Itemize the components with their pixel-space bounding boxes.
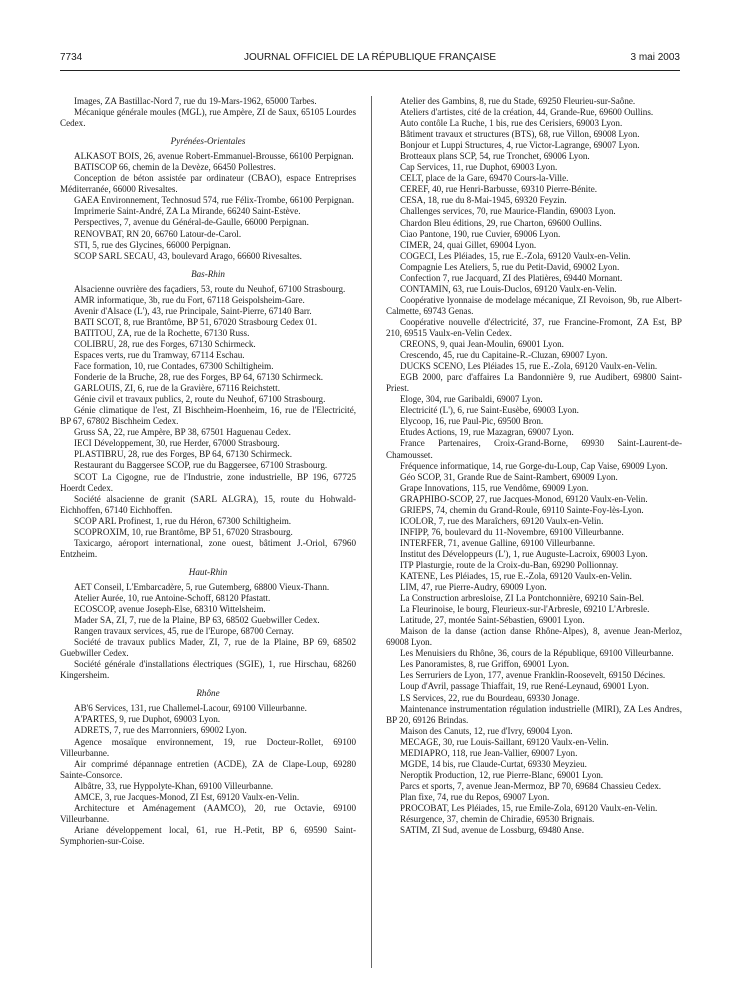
list-entry: Loup d'Avril, passage Thiaffait, 19, rue René-Leynaud, 69001 Lyon. <box>400 681 649 692</box>
list-entry: Perspectives, 7, avenue du Général-de-Gaulle, 66000 Perpignan. <box>74 217 309 228</box>
list-entry: SCOP ARL Profinest, 1, rue du Héron, 67300 Schiltigheim. <box>74 515 292 526</box>
list-entry: LIM, 47, rue Pierre-Audry, 69009 Lyon. <box>400 582 547 593</box>
list-entry: Fréquence informatique, 14, rue Gorge-du-Loup, Cap Vaise, 69009 Lyon. <box>400 460 668 471</box>
list-entry: Eloge, 304, rue Garibaldi, 69007 Lyon. <box>400 394 543 405</box>
list-entry: Plan fixe, 74, rue du Repos, 69007 Lyon. <box>400 791 550 802</box>
list-entry: Géo SCOP, 31, Grande Rue de Saint-Rambert, 69009 Lyon. <box>400 471 618 482</box>
list-entry: Etudes Actions, 19, rue Mazagran, 69007 Lyon. <box>400 427 574 438</box>
list-entry: SATIM, ZI Sud, avenue de Lossburg, 69480 Anse. <box>400 825 584 836</box>
list-entry: PLASTIBRU, 28, rue des Forges, BP 64, 67130 Schirmeck. <box>74 449 292 460</box>
list-entry: Fonderie de la Bruche, 28, rue des Forges, BP 64, 67130 Schirmeck. <box>74 372 324 383</box>
list-entry: Maison de la danse (action danse Rhône-Alpes), 8, avenue Jean-Merloz, 69008 Lyon. <box>386 626 682 648</box>
section-heading: Rhône <box>196 688 220 699</box>
list-entry: ALKASOT BOIS, 26, avenue Robert-Emmanuel-Brousse, 66100 Perpignan. <box>74 151 354 162</box>
list-entry: AET Conseil, L'Embarcadère, 5, rue Gutemberg, 68800 Vieux-Thann. <box>74 581 330 592</box>
list-entry: Imprimerie Saint-André, ZA La Mirande, 66240 Saint-Estève. <box>74 206 301 217</box>
list-entry: BATISCOP 66, chemin de la Devèze, 66450 Pollestres. <box>74 162 276 173</box>
list-entry: GAEA Environnement, Technosud 574, rue Félix-Trombe, 66100 Perpignan. <box>74 195 354 206</box>
list-entry: Les Menuisiers du Rhône, 36, cours de la République, 69100 Villeurbanne. <box>400 648 674 659</box>
list-entry: MEDIAPRO, 118, rue Jean-Vallier, 69007 Lyon. <box>400 747 578 758</box>
list-entry: STI, 5, rue des Glycines, 66000 Perpignan. <box>74 239 231 250</box>
list-entry: GRIEPS, 74, chemin du Grand-Roule, 69110 Sainte-Foy-lès-Lyon. <box>400 504 644 515</box>
list-entry: Coopérative nouvelle d'électricité, 37, rue Francine-Fromont, ZA Est, BP 210, 69515 Vaulx-en-Velin Cedex. <box>386 316 682 338</box>
page-number: 7734 <box>60 52 83 63</box>
list-entry: DUCKS SCENO, Les Pléiades 15, rue E.-Zola, 69120 Vaulx-en-Velin. <box>400 361 658 372</box>
list-entry: ICOLOR, 7, rue des Maraîchers, 69120 Vaulx-en-Velin. <box>400 515 604 526</box>
list-entry: BATITOU, ZA, rue de la Rochette, 67130 Russ. <box>74 327 250 338</box>
issue-date: 3 mai 2003 <box>630 52 680 63</box>
list-entry: Ateliers d'artistes, cité de la création, 44, Grande-Rue, 69600 Oullins. <box>400 107 654 118</box>
list-entry: Compagnie Les Ateliers, 5, rue du Petit-David, 69002 Lyon. <box>400 261 620 272</box>
list-entry: Challenges services, 70, rue Maurice-Flandin, 69003 Lyon. <box>400 206 616 217</box>
list-entry: AMCE, 3, rue Jacques-Monod, ZI Est, 69120 Vaulx-en-Velin. <box>74 791 300 802</box>
list-entry: Restaurant du Baggersee SCOP, rue du Baggersee, 67100 Strasbourg. <box>74 460 328 471</box>
list-entry: CONTAMIN, 63, rue Louis-Duclos, 69120 Vaulx-en-Velin. <box>400 283 617 294</box>
journal-title: JOURNAL OFFICIEL DE LA RÉPUBLIQUE FRANÇAISE <box>243 52 497 63</box>
list-entry: CIMER, 24, quai Gillet, 69004 Lyon. <box>400 239 537 250</box>
list-entry: Alsacienne ouvrière des façadiers, 53, route du Neuhof, 67100 Strasbourg. <box>74 283 346 294</box>
list-entry: La Fleurinoise, le bourg, Fleurieux-sur-l'Arbresle, 69210 L'Arbresle. <box>400 604 650 615</box>
list-entry: Les Serruriers de Lyon, 177, avenue Franklin-Roosevelt, 69150 Décines. <box>400 670 666 681</box>
list-entry: ITP Plasturgie, route de la Croix-du-Ban, 69290 Pollionnay. <box>400 559 619 570</box>
list-entry: Société de travaux publics Mader, ZI, 7, rue de la Plaine, BP 69, 68502 Guebwiller Cedex. <box>60 637 356 659</box>
list-entry: Ciao Pantone, 190, rue Cuvier, 69006 Lyon. <box>400 228 561 239</box>
section-heading: Haut-Rhin <box>188 566 228 577</box>
list-entry: Mécanique générale moules (MGL), rue Ampère, ZI de Saux, 65105 Lourdes Cedex. <box>60 107 356 129</box>
list-entry: Parcs et sports, 7, avenue Jean-Mermoz, BP 70, 69684 Chassieu Cedex. <box>400 780 662 791</box>
right-column <box>386 96 682 836</box>
list-entry: Face formation, 10, rue Contades, 67300 Schiltigheim. <box>74 361 274 372</box>
list-entry: Agence mosaïque environnement, 19, rue Docteur-Rollet, 69100 Villeurbanne. <box>60 736 356 758</box>
list-entry: IECI Développement, 30, rue Herder, 67000 Strasbourg. <box>74 438 280 449</box>
list-entry: Elycoop, 16, rue Paul-Pic, 69500 Bron. <box>400 416 544 427</box>
list-entry: Gruss SA, 22, rue Ampère, BP 38, 67501 Haguenau Cedex. <box>74 427 291 438</box>
list-entry: AB'6 Services, 131, rue Challemel-Lacour, 69100 Villeurbanne. <box>74 703 307 714</box>
list-entry: PROCOBAT, Les Pléiades, 15, rue Emile-Zola, 69120 Vaulx-en-Velin. <box>400 803 658 813</box>
list-entry: Architecture et Aménagement (AAMCO), 20, rue Octavie, 69100 Villeurbanne. <box>60 802 356 824</box>
list-entry: INTERFER, 71, avenue Galline, 69100 Villeurbanne. <box>400 537 596 548</box>
list-entry: Images, ZA Bastillac-Nord 7, rue du 19-Mars-1962, 65000 Tarbes. <box>74 96 317 106</box>
list-entry: Chardon Bleu éditions, 29, rue Charton, 69600 Oullins. <box>400 217 602 228</box>
list-entry: Coopérative lyonnaise de modelage mécanique, ZI Revoison, 9b, rue Albert-Calmette, 69743 Genas. <box>386 294 682 316</box>
list-entry: SCOP SARL SECAU, 43, boulevard Arago, 66600 Rivesaltes. <box>74 250 302 261</box>
list-entry: KATENE, Les Pléiades, 15, rue E.-Zola, 69120 Vaulx-en-Velin. <box>400 571 632 582</box>
list-entry: SCOPROXIM, 10, rue Brantôme, BP 51, 67020 Strasbourg. <box>74 526 293 537</box>
list-entry: Génie civil et travaux publics, 2, route du Neuhof, 67100 Strasbourg. <box>74 394 326 405</box>
list-entry: La Construction arbresloise, ZI La Pontchonnière, 69210 Sain-Bel. <box>400 593 644 604</box>
list-entry: LS Services, 22, rue du Bourdeau, 69330 Jonage. <box>400 692 580 703</box>
list-entry: Espaces verts, rue du Tramway, 67114 Eschau. <box>74 349 245 360</box>
list-entry: France Partenaires, Croix-Grand-Borne, 69930 Saint-Laurent-de-Chamousset. <box>386 438 682 460</box>
list-entry: Résurgence, 37, chemin de Chiradie, 69530 Brignais. <box>400 814 595 825</box>
list-entry: Albâtre, 33, rue Hyppolyte-Khan, 69100 Villeurbanne. <box>74 780 274 791</box>
list-entry: Grape Innovations, 115, rue Vendôme, 69009 Lyon. <box>400 482 589 493</box>
list-entry: CREONS, 9, quai Jean-Moulin, 69001 Lyon. <box>400 339 564 350</box>
list-entry: Taxicargo, aéroport international, zone ouest, bâtiment J.-Oriol, 67960 Entzheim. <box>60 537 356 559</box>
list-entry: AMR informatique, 3b, rue du Fort, 67118 Geispolsheim-Gare. <box>74 294 305 305</box>
list-entry: Bâtiment travaux et structures (BTS), 68, rue Villon, 69008 Lyon. <box>400 129 640 140</box>
list-entry: Latitude, 27, montée Saint-Sébastien, 69001 Lyon. <box>400 615 585 626</box>
section-heading: Bas-Rhin <box>191 268 225 279</box>
list-entry: Neroptik Production, 12, rue Pierre-Blanc, 69001 Lyon. <box>400 769 604 780</box>
list-entry: Maison des Canuts, 12, rue d'Ivry, 69004 Lyon. <box>400 725 573 736</box>
list-entry: Société alsacienne de granit (SARL ALGRA), 15, route du Hohwald-Eichhoffen, 67140 Eichhoffen. <box>60 493 356 515</box>
list-entry: Maintenance instrumentation régulation industrielle (MIRI), ZA Les Andres, BP 20, 69126 Brindas. <box>386 703 682 725</box>
list-entry: Atelier Aurée, 10, rue Antoine-Schoff, 68120 Pfastatt. <box>74 592 271 603</box>
list-entry: Conception de béton assistée par ordinateur (CBAO), espace Entreprises Méditerranée, 66000 Rivesaltes. <box>60 173 356 195</box>
left-column <box>60 96 356 847</box>
list-entry: Air comprimé dépannage entretien (ACDE), ZA de Clape-Loup, 69280 Sainte-Consorce. <box>60 758 356 780</box>
list-entry: Les Panoramistes, 8, rue Griffon, 69001 Lyon. <box>400 659 570 670</box>
list-entry: RENOVBAT, RN 20, 66760 Latour-de-Carol. <box>74 228 242 239</box>
list-entry: GRAPHIBO-SCOP, 27, rue Jacques-Monod, 69120 Vaulx-en-Velin. <box>400 493 648 504</box>
list-entry: A'PARTES, 9, rue Duphot, 69003 Lyon. <box>74 714 221 725</box>
list-entry: Confection 7, rue Jacquard, ZI des Platières, 69440 Mornant. <box>400 272 623 283</box>
header-rule <box>60 70 680 71</box>
list-entry: MGDE, 14 bis, rue Claude-Curtat, 69330 Meyzieu. <box>400 758 587 769</box>
list-entry: ADRETS, 7, rue des Marronniers, 69002 Lyon. <box>74 725 247 736</box>
list-entry: Crescendo, 45, rue du Capitaine-R.-Cluzan, 69007 Lyon. <box>400 350 608 361</box>
list-entry: Rangen travaux services, 45, rue de l'Europe, 68700 Cernay. <box>74 626 294 637</box>
list-entry: COLIBRU, 28, rue des Forges, 67130 Schirmeck. <box>74 338 256 349</box>
column-divider <box>371 96 372 968</box>
list-entry: SCOT La Cigogne, rue de l'Industrie, zone industrielle, BP 196, 67725 Hoerdt Cedex. <box>60 471 356 493</box>
list-entry: Génie climatique de l'est, ZI Bischheim-Hoenheim, 16, rue de l'Electricité, BP 67, 67802 Bischheim Cedex. <box>60 405 356 427</box>
list-entry: Brotteaux plans SCP, 54, rue Tronchet, 69006 Lyon. <box>400 151 590 162</box>
list-entry: CELT, place de la Gare, 69470 Cours-la-Ville. <box>400 173 569 184</box>
list-entry: Cap Services, 11, rue Duphot, 69003 Lyon. <box>400 162 558 173</box>
list-entry: EGB 2000, parc d'affaires La Bandonnière 9, rue Audibert, 69800 Saint-Priest. <box>386 372 682 394</box>
list-entry: Atelier des Gambins, 8, rue du Stade, 69250 Fleurieu-sur-Saône. <box>400 96 636 106</box>
section-heading: Pyrénées-Orientales <box>170 136 246 147</box>
list-entry: ECOSCOP, avenue Joseph-Else, 68310 Wittelsheim. <box>74 604 266 615</box>
list-entry: MECAGE, 30, rue Louis-Saillant, 69120 Vaulx-en-Velin. <box>400 736 609 747</box>
list-entry: GARLOUIS, ZI, 6, rue de la Gravière, 67116 Reichstett. <box>74 383 280 394</box>
list-entry: Bonjour et Luppi Structures, 4, rue Victor-Lagrange, 69007 Lyon. <box>400 140 640 151</box>
list-entry: Institut des Développeurs (L'), 1, rue Auguste-Lacroix, 69003 Lyon. <box>400 548 648 559</box>
list-entry: Ariane développement local, 61, rue H.-Petit, BP 6, 69590 Saint-Symphorien-sur-Coise. <box>60 824 356 846</box>
list-entry: Avenir d'Alsace (L'), 43, rue Principale, Saint-Pierre, 67140 Barr. <box>74 305 312 316</box>
list-entry: Mader SA, ZI, 7, rue de la Plaine, BP 63, 68502 Guebwiller Cedex. <box>74 615 320 626</box>
list-entry: Auto contôle La Ruche, 1 bis, rue des Cerisiers, 69003 Lyon. <box>400 118 623 129</box>
list-entry: Société générale d'installations électriques (SGIE), 1, rue Hirschau, 68260 Kingersheim. <box>60 659 356 681</box>
list-entry: BATI SCOT, 8, rue Brantôme, BP 51, 67020 Strasbourg Cedex 01. <box>74 316 318 327</box>
list-entry: INFIPP, 76, boulevard du 11-Novembre, 69100 Villeurbanne. <box>400 526 624 537</box>
list-entry: Electricité (L'), 6, rue Saint-Eusèbe, 69003 Lyon. <box>400 405 579 416</box>
list-entry: CESA, 18, rue du 8-Mai-1945, 69320 Feyzin. <box>400 195 567 206</box>
list-entry: COGECI, Les Pléiades, 15, rue E.-Zola, 69120 Vaulx-en-Velin. <box>400 250 631 261</box>
page-header <box>60 52 680 66</box>
list-entry: CEREF, 40, rue Henri-Barbusse, 69310 Pierre-Bénite. <box>400 184 598 195</box>
